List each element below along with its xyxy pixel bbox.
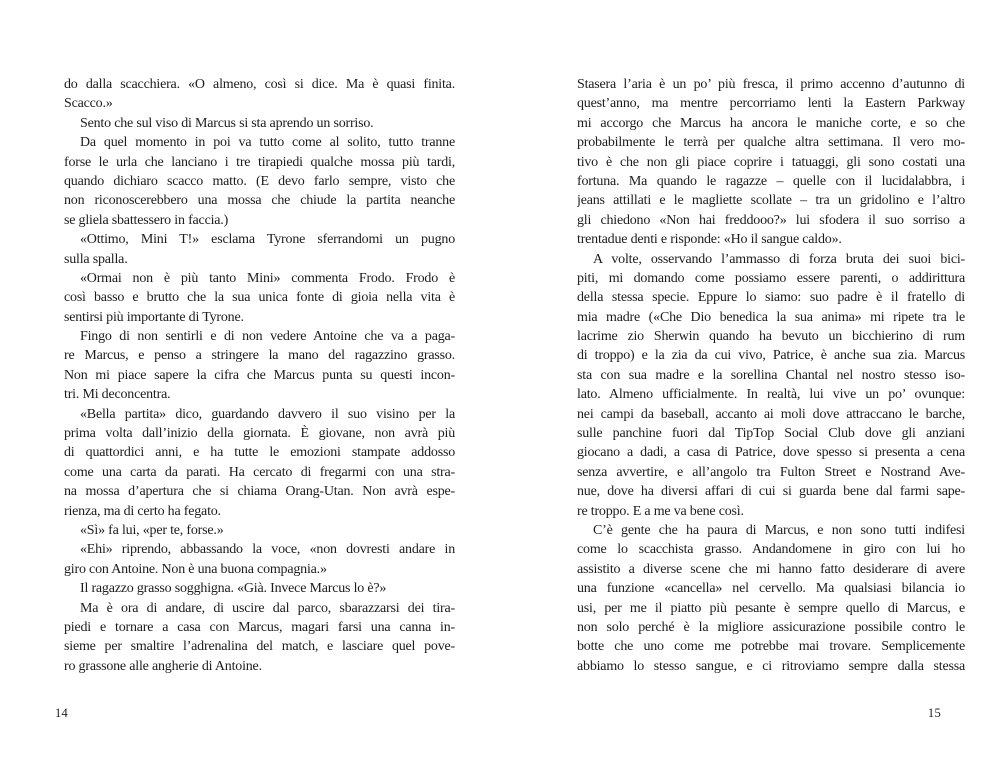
text-line: «Sì» fa lui, «per te, forse.» bbox=[80, 522, 224, 538]
text-line: piedi e tornare a casa con Marcus, magari farsi una canna in- bbox=[64, 619, 455, 635]
text-line: della stessa specie. Eppure lo siamo: suo padre è il fratello di bbox=[577, 290, 965, 306]
text-line: così basso e brutto che la sua unica fonte di gioia nella vita è bbox=[64, 290, 455, 306]
text-line: «Ehi» riprendo, abbassando la voce, «non dovresti andare in bbox=[80, 542, 455, 558]
page-number-right: 15 bbox=[927, 706, 941, 720]
text-line: quest’anno, ma mentre percorriamo lenti la Eastern Parkway bbox=[577, 96, 965, 112]
text-line: sentirsi più importante di Tyrone. bbox=[64, 309, 244, 325]
text-line: come una carta da parati. Ha cercato di fregarmi con una stra- bbox=[64, 464, 455, 480]
text-line: nue, dove ha diversi affari di cui si guarda bene dal farmi sape- bbox=[577, 484, 965, 500]
text-line: A volte, osservando l’ammasso di forza bruta dei suoi bici- bbox=[593, 251, 965, 267]
text-line: Sento che sul viso di Marcus si sta aprendo un sorriso. bbox=[80, 115, 374, 131]
text-line: forse le urla che lanciano i tre tirapiedi qualche mossa più tardi, bbox=[64, 154, 455, 170]
text-line: tivo è che non gli piace coprire i tatuaggi, gli sono costati una bbox=[577, 154, 965, 170]
page-right-text-block bbox=[577, 75, 965, 676]
text-line: ro grassone alle angherie di Antoine. bbox=[64, 658, 262, 674]
text-line: rienza, ma di certo ha fegato. bbox=[64, 503, 221, 519]
text-line: Stasera l’aria è un po’ più fresca, il primo accenno d’autunno di bbox=[577, 77, 965, 92]
text-line: tri. Mi deconcentra. bbox=[64, 387, 171, 403]
text-line: re troppo. E a me va bene così. bbox=[577, 503, 744, 519]
text-line: Da quel momento in poi va tutto come al solito, tutto tranne bbox=[80, 135, 455, 151]
text-line: di troppo) e la zia da cui vivo, Patrice, è anche sua zia. Marcus bbox=[577, 348, 965, 364]
text-line: gli chiedono «Non hai freddooo?» lui sfodera il suo sorriso a bbox=[577, 212, 965, 228]
text-line: fortuna. Ma quando le ragazze – quelle con il lucidalabbra, i bbox=[577, 173, 965, 189]
text-line: trentadue denti e risponde: «Ho il sangue caldo». bbox=[577, 232, 842, 248]
text-line: come lo scacchista grasso. Andandomene in giro con lui ho bbox=[577, 542, 965, 558]
text-line: se gliela sbattessero in faccia.) bbox=[64, 212, 229, 228]
text-line: Non mi piace sapere la cifra che Marcus punta su questi incon- bbox=[64, 367, 455, 383]
text-line: jeans attillati e le magliette scollate – tra un gridolino e l’altro bbox=[577, 193, 965, 209]
text-line: do dalla scacchiera. «O almeno, così si dice. Ma è quasi finita. bbox=[64, 77, 455, 92]
text-line: Il ragazzo grasso sogghigna. «Già. Invece Marcus lo è?» bbox=[80, 581, 387, 597]
text-line: quando dichiaro scacco matto. (E devo farlo sempre, visto che bbox=[64, 173, 455, 189]
text-line: sulla spalla. bbox=[64, 251, 128, 267]
text-line: sta con sua madre e la sorellina Chantal nel nostro stesso iso- bbox=[577, 367, 965, 383]
text-line: lato. Almeno ufficialmente. In realtà, lui vive un po’ ovunque: bbox=[577, 387, 965, 403]
text-line: Fingo di non sentirli e di non vedere Antoine che va a paga- bbox=[80, 329, 455, 345]
text-line: piti, mi domando come possiamo essere parenti, o addirittura bbox=[577, 270, 965, 286]
text-line: usi, per me il piatto più pesante è sempre quello di Marcus, e bbox=[577, 600, 965, 616]
text-line: lacrime zio Sherwin quando ha bevuto un bicchierino di rum bbox=[577, 329, 965, 345]
text-line: giocano a dadi, a casa di Patrice, dove spesso si presenta a cena bbox=[577, 445, 965, 461]
text-line: probabilmente le terrà per qualche altra settimana. Il vero mo- bbox=[577, 135, 965, 151]
text-line: «Ormai non è più tanto Mini» commenta Frodo. Frodo è bbox=[80, 270, 455, 286]
text-line: re Marcus, e penso a stringere la mano del ragazzino grasso. bbox=[64, 348, 455, 364]
text-line: sulle panchine fuori dal TipTop Social Club dove gli anziani bbox=[577, 426, 965, 442]
text-line: mi accorgo che Marcus ha ancora le maniche corte, e so che bbox=[577, 115, 965, 131]
text-line: sieme per smaltire l’adrenalina del match, e lasciare quel pove- bbox=[64, 639, 455, 655]
text-line: una funzione «cancella» nel cervello. Ma qualsiasi bilancia io bbox=[577, 581, 965, 597]
text-line: prima volta dall’inizio della giornata. È giovane, non avrà più bbox=[64, 426, 455, 442]
text-line: Scacco.» bbox=[64, 96, 113, 112]
text-line: C’è gente che ha paura di Marcus, e non sono tutti indifesi bbox=[593, 522, 965, 538]
text-line: nei campi da baseball, accanto ai moli dove attraccano le barche, bbox=[577, 406, 965, 422]
text-line: non solo perché è la migliore assicurazione possibile contro le bbox=[577, 619, 965, 635]
text-line: assistito a diverse scene che mi hanno fatto desiderare di avere bbox=[577, 561, 965, 577]
text-line: na mossa d’apertura che si chiama Orang-Utan. Non avrà espe- bbox=[64, 484, 455, 500]
text-line: giro con Antoine. Non è una buona compagnia.» bbox=[64, 561, 327, 577]
text-line: non riconoscerebbero una mossa che chiude la partita neanche bbox=[64, 193, 455, 209]
text-line: di quattordici anni, e ha tutte le emozioni stampate addosso bbox=[64, 445, 455, 461]
text-line: botte che uno come me potrebbe mai trovare. Semplicemente bbox=[577, 639, 965, 655]
page-number-left: 14 bbox=[55, 706, 69, 720]
text-line: «Bella partita» dico, guardando davvero il suo visino per la bbox=[80, 406, 455, 422]
text-line: Ma è ora di andare, di uscire dal parco, sbarazzarsi dei tira- bbox=[80, 600, 455, 616]
text-line: mia madre («Che Dio benedica la sua anima» mi ripete tra le bbox=[577, 309, 965, 325]
text-line: senza avvertire, e all’angolo tra Fulton Street e Nostrand Ave- bbox=[577, 464, 965, 480]
text-line: abbiamo lo stesso sangue, e ci ritroviamo sempre dalla stessa bbox=[577, 658, 965, 674]
page-left-text-block bbox=[64, 75, 455, 676]
text-line: «Ottimo, Mini T!» esclama Tyrone sferrandomi un pugno bbox=[80, 232, 455, 248]
